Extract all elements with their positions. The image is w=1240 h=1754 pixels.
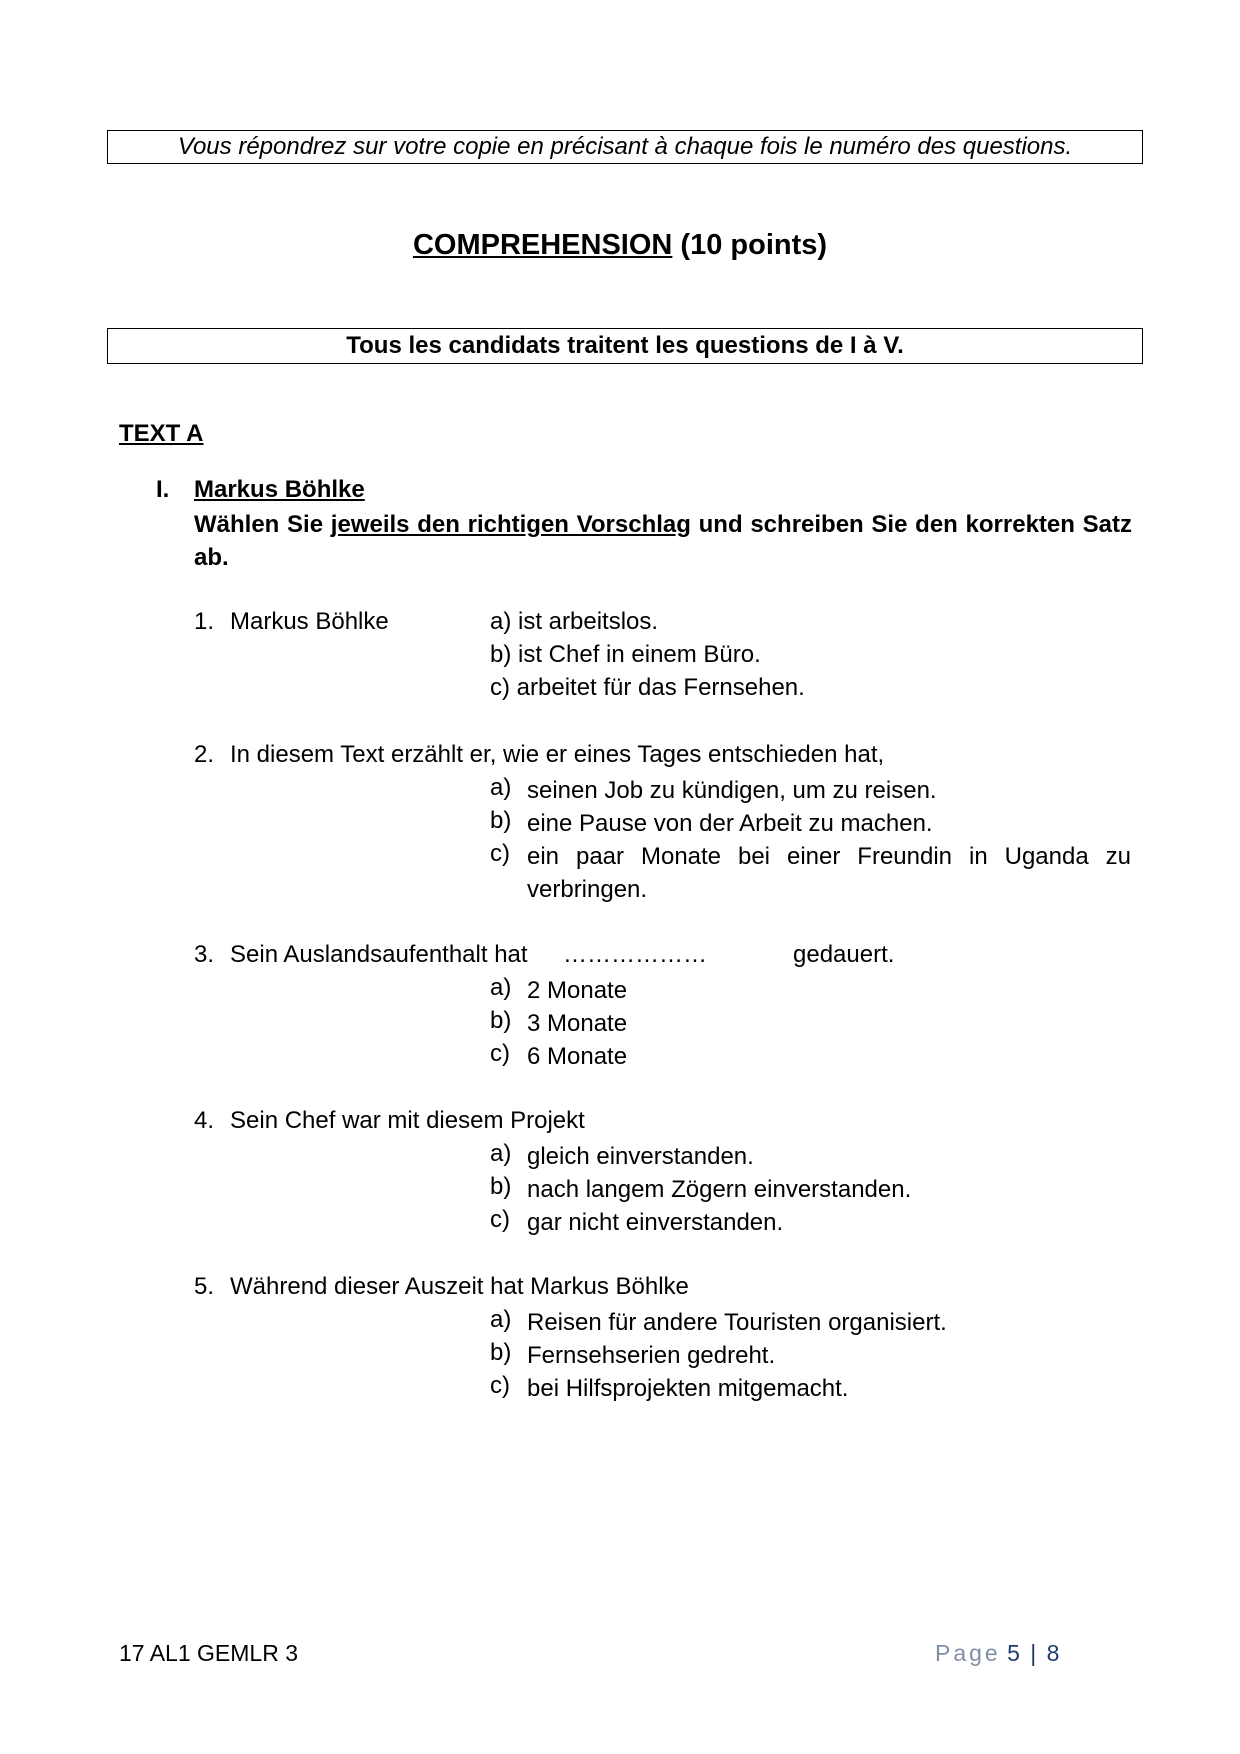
page-total: 8 <box>1046 1640 1060 1666</box>
page-separator: | <box>1030 1640 1037 1666</box>
question-stem: Während dieser Auszeit hat Markus Böhlke <box>230 1273 689 1300</box>
question-number: 2. <box>194 741 215 768</box>
option-b: Fernsehserien gedreht. <box>527 1342 776 1369</box>
option-letter: c) <box>490 1040 510 1067</box>
question-stem: Sein Auslandsaufenthalt hat <box>230 941 528 968</box>
option-a: Reisen für andere Touristen organisiert. <box>527 1309 947 1336</box>
instruction-underlined: jeweils den richtigen Vorschlag <box>330 511 691 538</box>
option-letter: c) <box>490 1372 510 1399</box>
option-c: bei Hilfsprojekten mitgemacht. <box>527 1375 849 1402</box>
option-c: 6 Monate <box>527 1043 628 1070</box>
instruction-box: Vous répondrez sur votre copie en précisant à chaque fois le numéro des questions. <box>107 130 1143 164</box>
option-letter: b) <box>490 807 512 834</box>
question-number: 1. <box>194 608 215 635</box>
option-letter: a) <box>490 774 512 801</box>
option-b: 3 Monate <box>527 1010 628 1037</box>
option-a: 2 Monate <box>527 977 628 1004</box>
question-stem: Markus Böhlke <box>230 608 389 635</box>
section-number: I. <box>156 476 170 503</box>
instruction-part1: Wählen Sie <box>194 511 324 538</box>
question-stem: Sein Chef war mit diesem Projekt <box>230 1107 585 1134</box>
option-c: gar nicht einverstanden. <box>527 1209 784 1236</box>
blank-line: ……………… <box>563 941 707 968</box>
question-number: 4. <box>194 1107 215 1134</box>
option-letter: a) <box>490 1306 512 1333</box>
option-letter: a) <box>490 1140 512 1167</box>
page-indicator <box>935 1640 1059 1667</box>
question-number: 5. <box>194 1273 215 1300</box>
option-letter: c) <box>490 1206 510 1233</box>
option-a: a) ist arbeitslos. <box>490 608 659 635</box>
option-letter: a) <box>490 974 512 1001</box>
section-title: Markus Böhlke <box>194 476 365 503</box>
option-letter: b) <box>490 1173 512 1200</box>
option-letter: b) <box>490 1007 512 1034</box>
question-stem-end: gedauert. <box>793 941 895 968</box>
title-points: (10 points) <box>680 229 828 261</box>
option-letter: b) <box>490 1339 512 1366</box>
option-letter: c) <box>490 840 510 867</box>
text-label: TEXT A <box>119 420 204 447</box>
option-a: seinen Job zu kündigen, um zu reisen. <box>527 777 937 804</box>
option-a: gleich einverstanden. <box>527 1143 754 1170</box>
question-stem: In diesem Text erzählt er, wie er eines Tages entschieden hat, <box>230 741 885 768</box>
title-main: COMPREHENSION <box>412 229 673 261</box>
candidates-box: Tous les candidats traitent les questions de I à V. <box>107 328 1143 364</box>
option-b: nach langem Zögern einverstanden. <box>527 1176 912 1203</box>
question-number: 3. <box>194 941 215 968</box>
option-c: c) arbeitet für das Fernsehen. <box>490 674 805 701</box>
option-b: eine Pause von der Arbeit zu machen. <box>527 810 933 837</box>
section-instruction <box>194 508 1132 574</box>
instruction-part2: und schreiben Sie den korrekten Satz ab. <box>194 511 1132 571</box>
page-word: Page <box>935 1640 1001 1666</box>
option-c: ein paar Monate bei einer Freundin in Uganda zu verbringen. <box>527 843 1131 903</box>
option-b: b) ist Chef in einem Büro. <box>490 641 761 668</box>
page-title <box>0 229 1240 262</box>
page-current: 5 <box>1007 1640 1020 1666</box>
footer-code: 17 AL1 GEMLR 3 <box>119 1640 298 1666</box>
